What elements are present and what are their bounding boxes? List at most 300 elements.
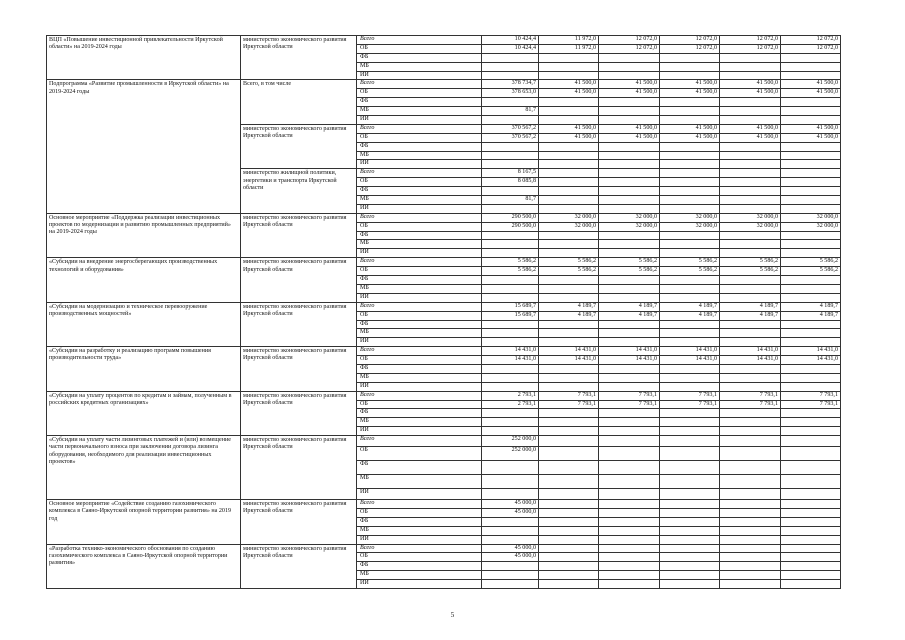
amount-cell: 12 072,0 xyxy=(781,36,841,45)
funding-source-cell: ФБ xyxy=(357,320,482,329)
amount-cell: 4 189,7 xyxy=(720,311,781,320)
amount-cell xyxy=(660,187,720,196)
amount-cell: 41 500,0 xyxy=(599,89,660,98)
amount-cell xyxy=(599,508,660,517)
amount-cell xyxy=(539,544,599,553)
amount-cell xyxy=(539,276,599,285)
amount-cell xyxy=(482,160,539,169)
amount-cell xyxy=(781,169,841,178)
amount-cell xyxy=(482,240,539,249)
amount-cell xyxy=(720,373,781,382)
amount-cell xyxy=(482,142,539,151)
measure-name-cell: Основное мероприятие «Содействие созданию газохимического комплекса в Саяно-Иркутской опорной территории развития» на 2019 год xyxy=(47,500,241,544)
amount-cell xyxy=(781,284,841,293)
amount-cell xyxy=(539,580,599,589)
amount-cell xyxy=(599,553,660,562)
amount-cell xyxy=(720,553,781,562)
funding-source-cell: ФБ xyxy=(357,409,482,418)
amount-cell xyxy=(539,329,599,338)
funding-source-cell: МБ xyxy=(357,151,482,160)
funding-source-cell: Всего xyxy=(357,213,482,222)
amount-cell xyxy=(482,62,539,71)
amount-cell xyxy=(539,71,599,80)
amount-cell xyxy=(539,475,599,489)
amount-cell xyxy=(599,475,660,489)
amount-cell: 41 500,0 xyxy=(539,124,599,133)
funding-source-cell: Всего xyxy=(357,302,482,311)
responsible-executor-cell: министерство экономического развития Иркутской области xyxy=(241,36,357,80)
funding-source-cell: ИИ xyxy=(357,382,482,391)
amount-cell xyxy=(720,231,781,240)
amount-cell xyxy=(781,489,841,500)
responsible-executor-cell: Всего, в том числе xyxy=(241,80,357,124)
funding-source-cell: Всего xyxy=(357,544,482,553)
funding-source-cell: ОБ xyxy=(357,508,482,517)
funding-source-cell: МБ xyxy=(357,329,482,338)
funding-source-cell: ФБ xyxy=(357,517,482,526)
measure-name-cell: «Субсидии на внедрение энергосберегающих производственных технологий и оборудования» xyxy=(47,258,241,302)
amount-cell xyxy=(720,53,781,62)
amount-cell: 4 189,7 xyxy=(660,311,720,320)
amount-cell xyxy=(781,461,841,475)
amount-cell xyxy=(482,489,539,500)
amount-cell xyxy=(720,142,781,151)
amount-cell: 8 085,8 xyxy=(482,178,539,187)
funding-source-cell: ОБ xyxy=(357,356,482,365)
table-row xyxy=(47,36,841,45)
amount-cell: 7 793,1 xyxy=(599,391,660,400)
amount-cell xyxy=(539,187,599,196)
amount-cell xyxy=(781,553,841,562)
amount-cell: 5 586,2 xyxy=(720,267,781,276)
responsible-executor-cell: министерство экономического развития Иркутской области xyxy=(241,436,357,500)
amount-cell xyxy=(539,196,599,205)
amount-cell xyxy=(720,364,781,373)
measure-name-cell: «Субсидии на уплату процентов по кредитам и займам, полученным в российских кредитных организациях» xyxy=(47,391,241,435)
amount-cell xyxy=(781,517,841,526)
amount-cell xyxy=(599,544,660,553)
amount-cell xyxy=(660,436,720,447)
amount-cell: 41 500,0 xyxy=(781,124,841,133)
amount-cell: 32 000,0 xyxy=(660,222,720,231)
amount-cell xyxy=(720,169,781,178)
amount-cell xyxy=(781,329,841,338)
measure-name-cell: «Субсидии на модернизацию и техническое перевооружение производственных мощностей» xyxy=(47,302,241,346)
amount-cell xyxy=(720,249,781,258)
amount-cell: 32 000,0 xyxy=(720,213,781,222)
amount-cell xyxy=(599,178,660,187)
amount-cell xyxy=(482,71,539,80)
amount-cell xyxy=(720,517,781,526)
amount-cell: 252 000,0 xyxy=(482,436,539,447)
amount-cell: 45 000,0 xyxy=(482,500,539,509)
amount-cell: 14 431,0 xyxy=(720,347,781,356)
amount-cell xyxy=(660,447,720,461)
funding-source-cell: МБ xyxy=(357,62,482,71)
amount-cell: 41 500,0 xyxy=(781,80,841,89)
amount-cell xyxy=(482,204,539,213)
amount-cell xyxy=(599,535,660,544)
amount-cell xyxy=(660,151,720,160)
amount-cell xyxy=(781,71,841,80)
amount-cell: 12 072,0 xyxy=(781,44,841,53)
responsible-executor-cell: министерство экономического развития Иркутской области xyxy=(241,213,357,257)
amount-cell: 41 500,0 xyxy=(660,124,720,133)
amount-cell xyxy=(781,231,841,240)
amount-cell xyxy=(539,142,599,151)
table-row xyxy=(47,391,841,400)
funding-source-cell: МБ xyxy=(357,373,482,382)
amount-cell xyxy=(599,517,660,526)
amount-cell: 32 000,0 xyxy=(660,213,720,222)
amount-cell xyxy=(599,62,660,71)
amount-cell: 5 586,2 xyxy=(599,267,660,276)
table-row xyxy=(47,544,841,553)
amount-cell: 12 072,0 xyxy=(599,36,660,45)
amount-cell xyxy=(781,320,841,329)
amount-cell xyxy=(599,116,660,125)
funding-source-cell: МБ xyxy=(357,571,482,580)
amount-cell xyxy=(599,580,660,589)
amount-cell xyxy=(539,382,599,391)
amount-cell xyxy=(539,500,599,509)
amount-cell xyxy=(660,427,720,436)
funding-source-cell: ИИ xyxy=(357,204,482,213)
amount-cell: 10 424,4 xyxy=(482,44,539,53)
table-row xyxy=(47,80,841,89)
amount-cell xyxy=(599,500,660,509)
amount-cell xyxy=(720,475,781,489)
page-number: 5 xyxy=(450,611,455,619)
responsible-executor-cell: министерство экономического развития Иркутской области xyxy=(241,544,357,588)
amount-cell xyxy=(539,116,599,125)
amount-cell xyxy=(781,364,841,373)
amount-cell: 12 072,0 xyxy=(660,36,720,45)
amount-cell xyxy=(539,178,599,187)
amount-cell xyxy=(720,62,781,71)
amount-cell xyxy=(720,382,781,391)
amount-cell: 41 500,0 xyxy=(781,133,841,142)
amount-cell: 14 431,0 xyxy=(720,356,781,365)
amount-cell xyxy=(720,571,781,580)
amount-cell xyxy=(660,107,720,116)
amount-cell xyxy=(720,500,781,509)
amount-cell xyxy=(720,489,781,500)
amount-cell xyxy=(781,240,841,249)
amount-cell xyxy=(660,293,720,302)
amount-cell xyxy=(660,329,720,338)
amount-cell xyxy=(781,151,841,160)
measure-name-cell: «Разработка технико-экономического обоснования по созданию газохимического комплекса в Саяно-Иркутской опорной территории развития» xyxy=(47,544,241,588)
amount-cell xyxy=(720,580,781,589)
funding-source-cell: МБ xyxy=(357,526,482,535)
responsible-executor-cell: министерство экономического развития Иркутской области xyxy=(241,347,357,391)
amount-cell xyxy=(660,169,720,178)
amount-cell: 12 072,0 xyxy=(660,44,720,53)
amount-cell xyxy=(599,436,660,447)
amount-cell xyxy=(781,436,841,447)
funding-source-cell: ИИ xyxy=(357,580,482,589)
funding-source-cell: ОБ xyxy=(357,553,482,562)
amount-cell xyxy=(720,151,781,160)
amount-cell xyxy=(539,107,599,116)
amount-cell: 5 586,2 xyxy=(599,258,660,267)
funding-source-cell: МБ xyxy=(357,284,482,293)
amount-cell xyxy=(599,418,660,427)
amount-cell xyxy=(781,249,841,258)
amount-cell xyxy=(660,562,720,571)
funding-source-cell: МБ xyxy=(357,418,482,427)
amount-cell: 4 189,7 xyxy=(539,302,599,311)
table-row xyxy=(47,436,841,447)
amount-cell: 10 424,4 xyxy=(482,36,539,45)
amount-cell xyxy=(482,338,539,347)
amount-cell xyxy=(482,526,539,535)
funding-source-cell: ОБ xyxy=(357,44,482,53)
amount-cell: 14 431,0 xyxy=(660,356,720,365)
funding-source-cell: ОБ xyxy=(357,222,482,231)
funding-source-cell: Всего xyxy=(357,347,482,356)
amount-cell xyxy=(482,98,539,107)
funding-source-cell: ФБ xyxy=(357,142,482,151)
amount-cell: 41 500,0 xyxy=(599,133,660,142)
amount-cell xyxy=(539,249,599,258)
amount-cell: 12 072,0 xyxy=(720,36,781,45)
amount-cell xyxy=(660,178,720,187)
amount-cell xyxy=(599,571,660,580)
amount-cell xyxy=(720,544,781,553)
amount-cell: 378 653,0 xyxy=(482,89,539,98)
amount-cell xyxy=(539,526,599,535)
amount-cell xyxy=(660,364,720,373)
amount-cell xyxy=(720,160,781,169)
amount-cell: 14 431,0 xyxy=(482,356,539,365)
amount-cell xyxy=(539,231,599,240)
amount-cell xyxy=(720,338,781,347)
funding-source-cell: ОБ xyxy=(357,89,482,98)
amount-cell: 81,7 xyxy=(482,107,539,116)
amount-cell xyxy=(482,580,539,589)
funding-source-cell: ФБ xyxy=(357,187,482,196)
amount-cell xyxy=(660,98,720,107)
amount-cell xyxy=(482,427,539,436)
amount-cell: 7 793,1 xyxy=(660,391,720,400)
amount-cell xyxy=(660,284,720,293)
amount-cell: 290 500,0 xyxy=(482,213,539,222)
amount-cell xyxy=(599,461,660,475)
amount-cell: 41 500,0 xyxy=(720,133,781,142)
amount-cell: 290 500,0 xyxy=(482,222,539,231)
funding-source-cell: ИИ xyxy=(357,535,482,544)
amount-cell xyxy=(539,562,599,571)
amount-cell xyxy=(599,249,660,258)
table-body xyxy=(47,36,841,589)
amount-cell: 41 500,0 xyxy=(539,133,599,142)
amount-cell xyxy=(599,231,660,240)
amount-cell xyxy=(781,53,841,62)
amount-cell xyxy=(599,338,660,347)
amount-cell: 12 072,0 xyxy=(599,44,660,53)
funding-source-cell: ФБ xyxy=(357,364,482,373)
amount-cell xyxy=(660,276,720,285)
amount-cell: 15 689,7 xyxy=(482,302,539,311)
amount-cell xyxy=(482,373,539,382)
amount-cell xyxy=(720,427,781,436)
amount-cell: 14 431,0 xyxy=(781,356,841,365)
amount-cell: 4 189,7 xyxy=(660,302,720,311)
amount-cell xyxy=(660,544,720,553)
amount-cell: 41 500,0 xyxy=(720,80,781,89)
amount-cell xyxy=(781,62,841,71)
amount-cell xyxy=(539,160,599,169)
amount-cell xyxy=(482,562,539,571)
amount-cell xyxy=(720,276,781,285)
funding-source-cell: ФБ xyxy=(357,562,482,571)
amount-cell xyxy=(599,196,660,205)
amount-cell xyxy=(660,160,720,169)
amount-cell: 12 072,0 xyxy=(720,44,781,53)
amount-cell xyxy=(482,571,539,580)
amount-cell: 4 189,7 xyxy=(599,302,660,311)
amount-cell: 5 586,2 xyxy=(539,267,599,276)
amount-cell: 14 431,0 xyxy=(599,356,660,365)
amount-cell xyxy=(599,240,660,249)
funding-source-cell: Всего xyxy=(357,436,482,447)
amount-cell: 5 586,2 xyxy=(781,258,841,267)
amount-cell xyxy=(781,293,841,302)
amount-cell xyxy=(720,293,781,302)
amount-cell: 5 586,2 xyxy=(482,258,539,267)
funding-source-cell: ОБ xyxy=(357,133,482,142)
amount-cell xyxy=(720,196,781,205)
amount-cell xyxy=(482,276,539,285)
amount-cell: 41 500,0 xyxy=(781,89,841,98)
amount-cell: 11 972,0 xyxy=(539,44,599,53)
amount-cell: 7 793,1 xyxy=(781,391,841,400)
amount-cell xyxy=(599,293,660,302)
amount-cell: 8 167,5 xyxy=(482,169,539,178)
amount-cell xyxy=(720,447,781,461)
amount-cell xyxy=(599,53,660,62)
amount-cell xyxy=(599,562,660,571)
table-row xyxy=(47,258,841,267)
amount-cell xyxy=(781,500,841,509)
amount-cell: 5 586,2 xyxy=(539,258,599,267)
amount-cell: 4 189,7 xyxy=(720,302,781,311)
amount-cell: 41 500,0 xyxy=(599,124,660,133)
responsible-executor-cell: министерство экономического развития Иркутской области xyxy=(241,302,357,346)
amount-cell: 45 000,0 xyxy=(482,508,539,517)
funding-source-cell: ФБ xyxy=(357,276,482,285)
amount-cell: 14 431,0 xyxy=(482,347,539,356)
amount-cell: 45 000,0 xyxy=(482,544,539,553)
amount-cell xyxy=(599,526,660,535)
amount-cell xyxy=(720,71,781,80)
amount-cell xyxy=(660,489,720,500)
amount-cell: 41 500,0 xyxy=(720,89,781,98)
amount-cell xyxy=(599,329,660,338)
amount-cell xyxy=(660,204,720,213)
amount-cell: 14 431,0 xyxy=(539,347,599,356)
funding-source-cell: МБ xyxy=(357,107,482,116)
funding-source-cell: ОБ xyxy=(357,400,482,409)
amount-cell xyxy=(539,320,599,329)
amount-cell: 5 586,2 xyxy=(482,267,539,276)
amount-cell xyxy=(660,142,720,151)
amount-cell xyxy=(720,526,781,535)
amount-cell: 7 793,1 xyxy=(539,391,599,400)
amount-cell xyxy=(539,151,599,160)
amount-cell xyxy=(660,508,720,517)
amount-cell: 41 500,0 xyxy=(660,133,720,142)
amount-cell: 4 189,7 xyxy=(599,311,660,320)
amount-cell xyxy=(660,571,720,580)
amount-cell xyxy=(660,320,720,329)
amount-cell xyxy=(660,382,720,391)
amount-cell xyxy=(599,276,660,285)
amount-cell xyxy=(660,240,720,249)
amount-cell xyxy=(599,187,660,196)
funding-source-cell: ИИ xyxy=(357,160,482,169)
amount-cell xyxy=(599,409,660,418)
amount-cell xyxy=(781,142,841,151)
funding-source-cell: ИИ xyxy=(357,489,482,500)
amount-cell xyxy=(482,364,539,373)
measure-name-cell: «Субсидии на разработку и реализацию программ повышения производительности труда» xyxy=(47,347,241,391)
amount-cell xyxy=(482,151,539,160)
funding-source-cell: ОБ xyxy=(357,178,482,187)
funding-source-cell: Всего xyxy=(357,391,482,400)
amount-cell xyxy=(660,53,720,62)
amount-cell: 32 000,0 xyxy=(599,213,660,222)
amount-cell xyxy=(539,461,599,475)
funding-source-cell: Всего xyxy=(357,80,482,89)
amount-cell: 41 500,0 xyxy=(660,89,720,98)
amount-cell xyxy=(482,293,539,302)
responsible-executor-cell: министерство экономического развития Иркутской области xyxy=(241,258,357,302)
amount-cell xyxy=(539,436,599,447)
amount-cell xyxy=(720,508,781,517)
amount-cell xyxy=(781,338,841,347)
amount-cell xyxy=(539,489,599,500)
amount-cell xyxy=(660,338,720,347)
amount-cell: 14 431,0 xyxy=(781,347,841,356)
amount-cell xyxy=(539,553,599,562)
table-row xyxy=(47,302,841,311)
amount-cell xyxy=(539,508,599,517)
amount-cell xyxy=(781,526,841,535)
amount-cell xyxy=(482,187,539,196)
amount-cell xyxy=(660,535,720,544)
amount-cell xyxy=(482,320,539,329)
amount-cell: 5 586,2 xyxy=(660,267,720,276)
amount-cell: 4 189,7 xyxy=(539,311,599,320)
amount-cell: 370 567,2 xyxy=(482,133,539,142)
amount-cell xyxy=(482,517,539,526)
amount-cell: 2 793,1 xyxy=(482,391,539,400)
amount-cell: 41 500,0 xyxy=(720,124,781,133)
amount-cell xyxy=(539,427,599,436)
amount-cell: 32 000,0 xyxy=(539,222,599,231)
funding-source-cell: Всего xyxy=(357,500,482,509)
amount-cell: 7 793,1 xyxy=(720,400,781,409)
amount-cell xyxy=(599,284,660,293)
amount-cell xyxy=(720,187,781,196)
amount-cell xyxy=(660,62,720,71)
amount-cell xyxy=(720,284,781,293)
funding-source-cell: Всего xyxy=(357,124,482,133)
amount-cell xyxy=(539,364,599,373)
